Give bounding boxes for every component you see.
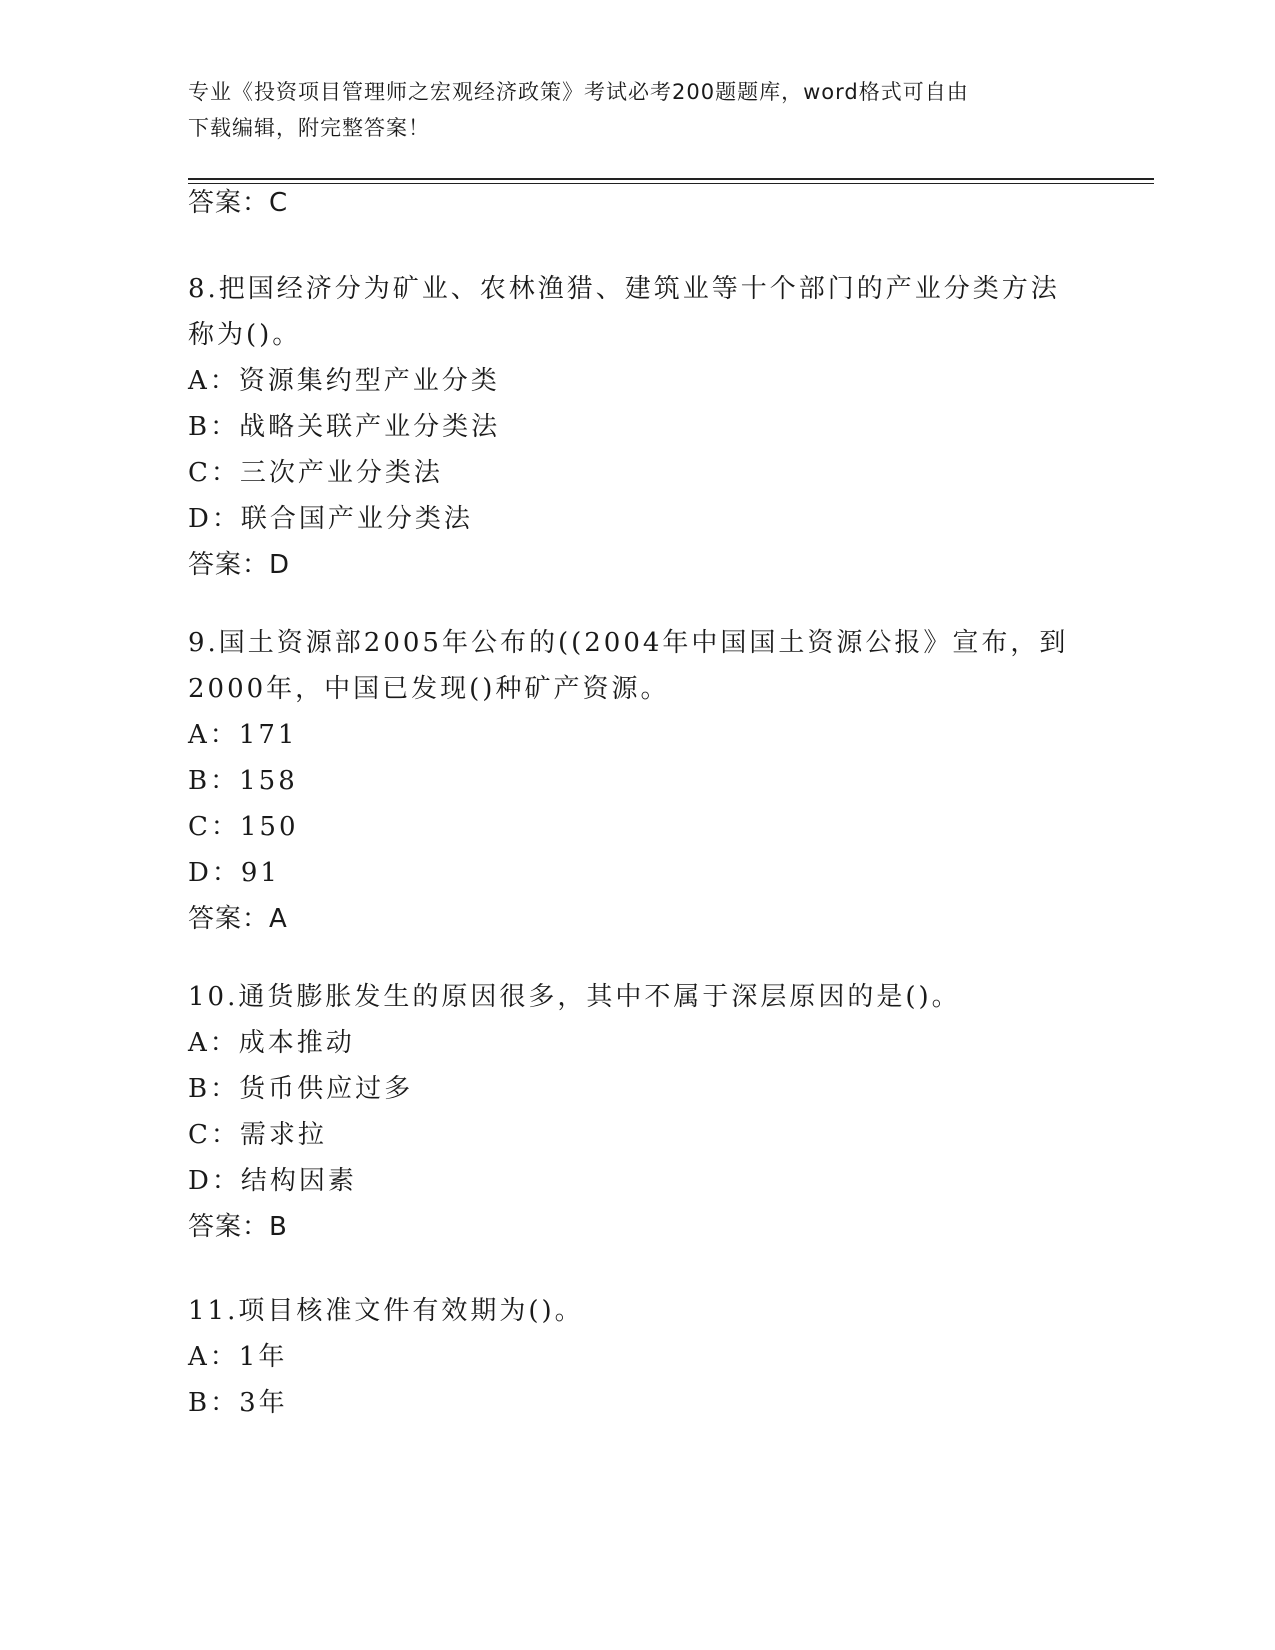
question-9-option-c: C：150 bbox=[188, 812, 299, 842]
question-11-option-b: B：3年 bbox=[188, 1388, 288, 1418]
question-11-text-1: 11.项目核准文件有效期为()。 bbox=[188, 1296, 584, 1326]
question-10 bbox=[188, 974, 1088, 1250]
question-9-option-a: A：171 bbox=[188, 720, 298, 750]
question-8-option-c: C：三次产业分类法 bbox=[188, 458, 443, 488]
question-11 bbox=[188, 1288, 1088, 1426]
question-9-text-1: 9.国土资源部2005年公布的((2004年中国国土资源公报》宣布，到 bbox=[188, 628, 1069, 658]
question-9-text-2: 2000年，中国已发现()种矿产资源。 bbox=[188, 674, 670, 704]
question-9 bbox=[188, 620, 1088, 942]
question-9-option-b: B：158 bbox=[188, 766, 298, 796]
question-10-option-b: B：货币供应过多 bbox=[188, 1074, 414, 1104]
question-10-option-c: C：需求拉 bbox=[188, 1120, 327, 1150]
question-8-text-1: 8.把国经济分为矿业、农林渔猎、建筑业等十个部门的产业分类方法 bbox=[188, 274, 1060, 304]
question-10-text-1: 10.通货膨胀发生的原因很多，其中不属于深层原因的是()。 bbox=[188, 982, 961, 1012]
question-10-option-d: D：结构因素 bbox=[188, 1166, 357, 1196]
question-9-option-d: D：91 bbox=[188, 858, 280, 888]
header-line-2: 下载编辑，附完整答案！ bbox=[188, 116, 430, 140]
question-9-answer: 答案：A bbox=[188, 904, 288, 934]
answer-top: 答案：C bbox=[188, 188, 289, 218]
question-10-answer: 答案：B bbox=[188, 1212, 288, 1242]
header-line-1: 专业《投资项目管理师之宏观经济政策》考试必考200题题库，word格式可自由 bbox=[188, 80, 969, 104]
question-8-answer: 答案：D bbox=[188, 550, 291, 580]
document-header bbox=[188, 74, 1088, 146]
question-8-option-b: B：战略关联产业分类法 bbox=[188, 412, 501, 442]
question-11-option-a: A：1年 bbox=[188, 1342, 288, 1372]
question-8-option-a: A：资源集约型产业分类 bbox=[188, 366, 500, 396]
question-10-option-a: A：成本推动 bbox=[188, 1028, 355, 1058]
question-8-option-d: D：联合国产业分类法 bbox=[188, 504, 473, 534]
question-8-text-2: 称为()。 bbox=[188, 320, 302, 350]
question-8 bbox=[188, 266, 1088, 588]
